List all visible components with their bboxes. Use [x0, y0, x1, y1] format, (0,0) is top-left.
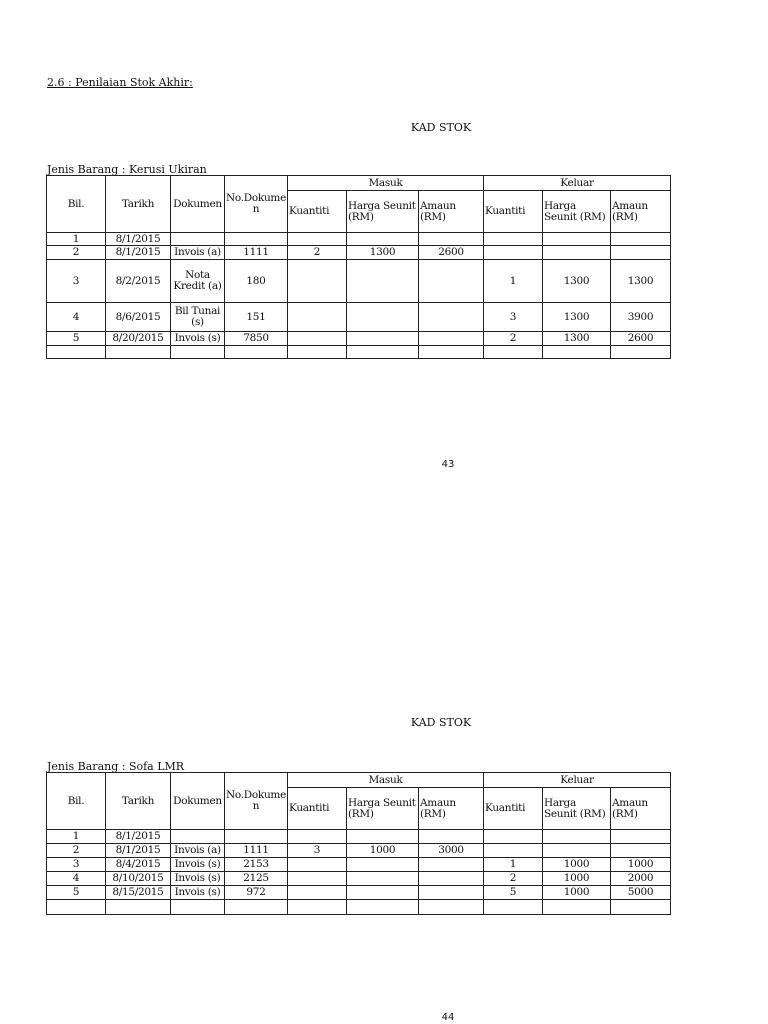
header-no-dokumen: No.Dokume n: [225, 773, 288, 830]
keluar-kuantiti-cell: 1: [484, 858, 543, 872]
dokumen-cell: [171, 830, 225, 844]
table-row: [47, 260, 671, 303]
masuk-kuantiti-cell: [288, 332, 347, 346]
keluar-amaun-cell: 5000: [611, 886, 671, 900]
keluar-amaun-cell: [611, 900, 671, 915]
masuk-kuantiti-cell: [288, 346, 347, 359]
table-row: [47, 844, 671, 858]
masuk-harga-cell: [347, 233, 419, 246]
header-masuk-kuantiti: Kuantiti: [288, 788, 347, 830]
tarikh-cell: 8/1/2015: [106, 830, 171, 844]
stock-card-table-2: [46, 772, 671, 915]
masuk-harga-cell: [347, 858, 419, 872]
masuk-kuantiti-cell: 3: [288, 844, 347, 858]
keluar-amaun-cell: 1300: [611, 260, 671, 303]
masuk-harga-cell: [347, 332, 419, 346]
no-dokumen-cell: 151: [225, 303, 288, 332]
masuk-amaun-cell: [419, 346, 484, 359]
page-number-44: 44: [441, 1012, 455, 1023]
no-dokumen-cell: 1111: [225, 844, 288, 858]
dokumen-cell: Invois (s): [171, 872, 225, 886]
tarikh-cell: [106, 900, 171, 915]
header-keluar: Keluar: [484, 176, 671, 191]
card-2-jenis-barang: Jenis Barang : Sofa LMR: [47, 760, 185, 773]
masuk-harga-cell: [347, 346, 419, 359]
card-1-title: KAD STOK: [410, 121, 472, 134]
bil-cell: 1: [47, 830, 106, 844]
header-masuk-harga-seunit: Harga Seunit (RM): [347, 191, 419, 233]
masuk-amaun-cell: [419, 260, 484, 303]
no-dokumen-cell: [225, 830, 288, 844]
table-row: [47, 303, 671, 332]
masuk-kuantiti-cell: [288, 830, 347, 844]
keluar-harga-cell: [543, 900, 611, 915]
dokumen-cell: [171, 233, 225, 246]
header-keluar-kuantiti: Kuantiti: [484, 788, 543, 830]
masuk-kuantiti-cell: [288, 872, 347, 886]
tarikh-cell: 8/1/2015: [106, 844, 171, 858]
keluar-kuantiti-cell: [484, 830, 543, 844]
masuk-harga-cell: [347, 900, 419, 915]
keluar-harga-cell: [543, 844, 611, 858]
keluar-kuantiti-cell: 5: [484, 886, 543, 900]
stock-card-table-1: [46, 175, 671, 359]
no-dokumen-cell: [225, 346, 288, 359]
no-dokumen-cell: 972: [225, 886, 288, 900]
masuk-amaun-cell: [419, 303, 484, 332]
keluar-amaun-cell: [611, 830, 671, 844]
keluar-harga-cell: 1300: [543, 332, 611, 346]
bil-cell: [47, 900, 106, 915]
header-dokumen: Dokumen: [171, 773, 225, 830]
keluar-amaun-cell: [611, 246, 671, 260]
keluar-kuantiti-cell: 2: [484, 872, 543, 886]
header-keluar-kuantiti: Kuantiti: [484, 191, 543, 233]
masuk-harga-cell: 1300: [347, 246, 419, 260]
keluar-harga-cell: 1000: [543, 858, 611, 872]
header-masuk: Masuk: [288, 773, 484, 788]
keluar-kuantiti-cell: 1: [484, 260, 543, 303]
table-row: [47, 246, 671, 260]
masuk-amaun-cell: [419, 858, 484, 872]
keluar-kuantiti-cell: 3: [484, 303, 543, 332]
no-dokumen-cell: 1111: [225, 246, 288, 260]
table-row: [47, 872, 671, 886]
masuk-amaun-cell: [419, 233, 484, 246]
no-dokumen-cell: [225, 233, 288, 246]
masuk-kuantiti-cell: [288, 900, 347, 915]
header-masuk-amaun: Amaun (RM): [419, 788, 484, 830]
header-bil: Bil.: [47, 176, 106, 233]
table-row: [47, 886, 671, 900]
masuk-amaun-cell: [419, 872, 484, 886]
header-masuk-kuantiti: Kuantiti: [288, 191, 347, 233]
bil-cell: 2: [47, 844, 106, 858]
keluar-kuantiti-cell: [484, 246, 543, 260]
dokumen-cell: Invois (s): [171, 886, 225, 900]
keluar-harga-cell: [543, 246, 611, 260]
header-keluar-amaun: Amaun (RM): [611, 788, 671, 830]
header-masuk-amaun: Amaun (RM): [419, 191, 484, 233]
keluar-amaun-cell: 2600: [611, 332, 671, 346]
header-tarikh: Tarikh: [106, 773, 171, 830]
bil-cell: 3: [47, 260, 106, 303]
keluar-kuantiti-cell: [484, 900, 543, 915]
masuk-harga-cell: [347, 260, 419, 303]
masuk-harga-cell: [347, 886, 419, 900]
card-1-jenis-barang: Jenis Barang : Kerusi Ukiran: [47, 163, 207, 176]
tarikh-cell: 8/1/2015: [106, 246, 171, 260]
masuk-kuantiti-cell: [288, 233, 347, 246]
dokumen-cell: Invois (a): [171, 246, 225, 260]
keluar-kuantiti-cell: 2: [484, 332, 543, 346]
tarikh-cell: 8/2/2015: [106, 260, 171, 303]
keluar-harga-cell: 1000: [543, 886, 611, 900]
masuk-amaun-cell: [419, 332, 484, 346]
keluar-amaun-cell: 2000: [611, 872, 671, 886]
dokumen-cell: Invois (s): [171, 332, 225, 346]
keluar-harga-cell: [543, 233, 611, 246]
masuk-amaun-cell: [419, 886, 484, 900]
masuk-kuantiti-cell: [288, 858, 347, 872]
no-dokumen-cell: 2153: [225, 858, 288, 872]
no-dokumen-cell: 180: [225, 260, 288, 303]
bil-cell: 3: [47, 858, 106, 872]
section-heading: 2.6 : Penilaian Stok Akhir:: [47, 76, 193, 89]
header-keluar-amaun: Amaun (RM): [611, 191, 671, 233]
masuk-amaun-cell: 2600: [419, 246, 484, 260]
header-keluar: Keluar: [484, 773, 671, 788]
keluar-kuantiti-cell: [484, 233, 543, 246]
tarikh-cell: 8/10/2015: [106, 872, 171, 886]
keluar-harga-cell: 1300: [543, 260, 611, 303]
dokumen-cell: Bil Tunai (s): [171, 303, 225, 332]
keluar-harga-cell: [543, 346, 611, 359]
keluar-amaun-cell: [611, 346, 671, 359]
bil-cell: 4: [47, 872, 106, 886]
keluar-amaun-cell: [611, 844, 671, 858]
tarikh-cell: 8/1/2015: [106, 233, 171, 246]
keluar-kuantiti-cell: [484, 844, 543, 858]
masuk-harga-cell: 1000: [347, 844, 419, 858]
header-tarikh: Tarikh: [106, 176, 171, 233]
keluar-amaun-cell: 3900: [611, 303, 671, 332]
table-row: [47, 332, 671, 346]
dokumen-cell: [171, 346, 225, 359]
table-row: [47, 233, 671, 246]
dokumen-cell: Invois (a): [171, 844, 225, 858]
masuk-amaun-cell: [419, 830, 484, 844]
page-number-43: 43: [441, 459, 455, 470]
masuk-harga-cell: [347, 830, 419, 844]
tarikh-cell: 8/20/2015: [106, 332, 171, 346]
header-masuk: Masuk: [288, 176, 484, 191]
masuk-amaun-cell: 3000: [419, 844, 484, 858]
table-row: [47, 858, 671, 872]
masuk-harga-cell: [347, 303, 419, 332]
header-bil: Bil.: [47, 773, 106, 830]
keluar-kuantiti-cell: [484, 346, 543, 359]
tarikh-cell: [106, 346, 171, 359]
keluar-harga-cell: 1000: [543, 872, 611, 886]
card-2-title: KAD STOK: [410, 716, 472, 729]
bil-cell: [47, 346, 106, 359]
header-dokumen: Dokumen: [171, 176, 225, 233]
masuk-amaun-cell: [419, 900, 484, 915]
tarikh-cell: 8/15/2015: [106, 886, 171, 900]
keluar-harga-cell: [543, 830, 611, 844]
no-dokumen-cell: 2125: [225, 872, 288, 886]
masuk-kuantiti-cell: [288, 886, 347, 900]
bil-cell: 5: [47, 332, 106, 346]
masuk-kuantiti-cell: [288, 260, 347, 303]
dokumen-cell: Nota Kredit (a): [171, 260, 225, 303]
header-keluar-harga-seunit: Harga Seunit (RM): [543, 788, 611, 830]
table-row: [47, 346, 671, 359]
header-masuk-harga-seunit: Harga Seunit (RM): [347, 788, 419, 830]
bil-cell: 5: [47, 886, 106, 900]
bil-cell: 1: [47, 233, 106, 246]
no-dokumen-cell: 7850: [225, 332, 288, 346]
dokumen-cell: [171, 900, 225, 915]
table-row: [47, 830, 671, 844]
bil-cell: 2: [47, 246, 106, 260]
keluar-amaun-cell: [611, 233, 671, 246]
header-keluar-harga-seunit: Harga Seunit (RM): [543, 191, 611, 233]
dokumen-cell: Invois (s): [171, 858, 225, 872]
masuk-kuantiti-cell: [288, 303, 347, 332]
header-no-dokumen: No.Dokume n: [225, 176, 288, 233]
masuk-kuantiti-cell: 2: [288, 246, 347, 260]
bil-cell: 4: [47, 303, 106, 332]
keluar-amaun-cell: 1000: [611, 858, 671, 872]
table-row: [47, 900, 671, 915]
tarikh-cell: 8/4/2015: [106, 858, 171, 872]
no-dokumen-cell: [225, 900, 288, 915]
tarikh-cell: 8/6/2015: [106, 303, 171, 332]
keluar-harga-cell: 1300: [543, 303, 611, 332]
masuk-harga-cell: [347, 872, 419, 886]
